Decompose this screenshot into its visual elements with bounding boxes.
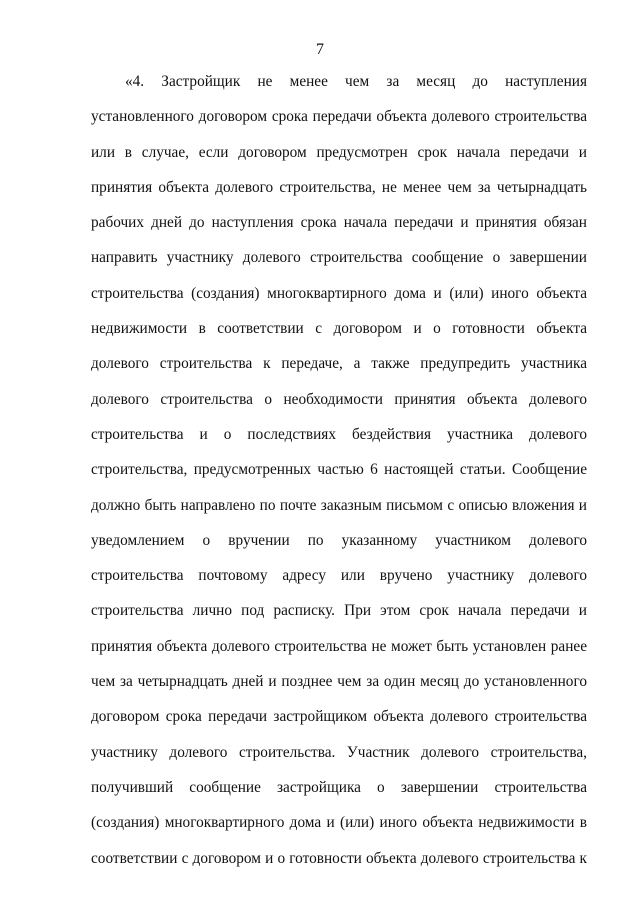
page-number: 7 (316, 41, 324, 58)
text-line: получивший сообщение застройщика о завершении строительства (91, 778, 587, 796)
text-line: должно быть направлено по почте заказным письмом с описью вложения и (91, 496, 587, 514)
text-line: строительства лично под расписку. При этом срок начала передачи и (91, 602, 587, 620)
text-line: долевого строительства о необходимости принятия объекта долевого (91, 390, 587, 408)
text-line: строительства (создания) многоквартирного дома и (или) иного объекта (91, 284, 587, 302)
text-line: «4. Застройщик не менее чем за месяц до наступления (125, 73, 587, 90)
text-line: участнику долевого строительства. Участник долевого строительства, (91, 743, 587, 761)
text-line: установленного договором срока передачи объекта долевого строительства (91, 108, 587, 126)
text-line: или в случае, если договором предусмотрен срок начала передачи и (91, 143, 587, 161)
text-line: рабочих дней до наступления срока начала передачи и принятия обязан (91, 214, 587, 232)
text-line: уведомлением о вручении по указанному участником долевого (91, 531, 587, 549)
text-line: строительства почтовому адресу или вручено участнику долевого (91, 567, 587, 585)
text-line: строительства и о последствиях бездействия участника долевого (91, 425, 587, 443)
text-line: принятия объекта долевого строительства, не менее чем за четырнадцать (91, 178, 587, 196)
body-paragraph (91, 64, 587, 876)
text-line: принятия объекта долевого строительства не может быть установлен ранее (91, 637, 587, 655)
text-line: недвижимости в соответствии с договором и о готовности объекта (91, 320, 587, 338)
text-line: договором срока передачи застройщиком объекта долевого строительства (91, 708, 587, 726)
text-line: соответствии с договором и о готовности объекта долевого строительства к (91, 849, 587, 867)
text-line: долевого строительства к передаче, а также предупредить участника (91, 355, 587, 373)
text-line: чем за четырнадцать дней и позднее чем за один месяц до установленного (91, 673, 587, 691)
text-line: направить участнику долевого строительства сообщение о завершении (91, 249, 587, 267)
text-line: (создания) многоквартирного дома и (или) иного объекта недвижимости в (91, 814, 587, 832)
text-line: строительства, предусмотренных частью 6 настоящей статьи. Сообщение (91, 461, 587, 479)
